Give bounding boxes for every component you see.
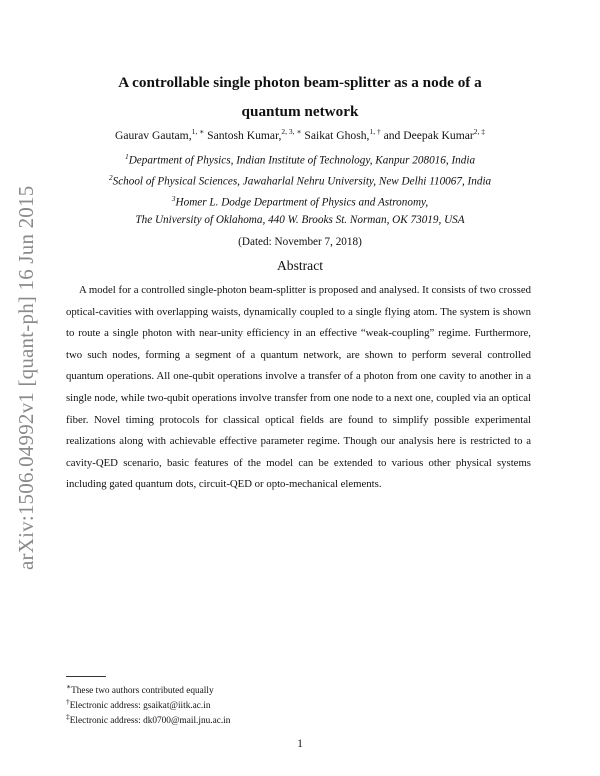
abstract-text: A model for a controlled single-photon beam-splitter is proposed and analysed. It consists of two crossed optical-cavities with overlapping waists, dynamically coupled to a single flying atom. The system is shown to route a single photon with near-unity efficiency in an effective “weak-coupling” regime. Furthermore, two such nodes, forming a segment of a quantum network, are shown to perform several controlled quantum operations. All one-qubit operations involve a transfer of a photon from one cavity to another in a single node, while two-qubit operations involve transfer from one node to a next one, coupled via an optical fiber. Novel timing protocols for classical optical fields are found to simplify possible experimental realizations along with achievable effective parameter regime. Though our analysis here is restricted to a cavity-QED scenario, basic features of the model can be extended to various other physical systems including gated quantum dots, circuit-QED or opto-mechanical elements. xyxy=(66,284,531,491)
title-line-2: quantum network xyxy=(241,103,359,120)
author-name: Saikat Ghosh, xyxy=(304,128,370,142)
author-marks: 1, † xyxy=(369,127,381,136)
footnote-text: These two authors contributed equally xyxy=(71,686,214,697)
affiliation-mark: 2 xyxy=(108,173,113,182)
author-marks: 2, 3, ∗ xyxy=(281,127,302,136)
author-name: Gaurav Gautam, xyxy=(114,128,192,142)
date-line: (Dated: November 7, 2018) xyxy=(238,236,362,248)
affiliation-text: School of Physical Sciences, Jawaharlal Nehru University, New Delhi 110067, India xyxy=(112,175,492,188)
footnote-mark: † xyxy=(66,697,70,706)
footnote-text: Electronic address: gsaikat@iitk.ac.in xyxy=(69,701,211,712)
author-list xyxy=(40,127,560,142)
footnote-equal-contribution xyxy=(66,682,214,696)
footnote-email-ghosh xyxy=(66,697,211,711)
title-line-1: A controllable single photon beam-splitter as a node of a xyxy=(118,74,482,91)
footnote-mark: ∗ xyxy=(66,682,72,691)
author-marks: 1, ∗ xyxy=(191,127,205,136)
affiliation-2 xyxy=(40,173,560,188)
affiliation-3 xyxy=(40,194,560,209)
affiliation-mark: 3 xyxy=(171,194,176,203)
affiliation-1 xyxy=(40,152,560,167)
footnote-text: Electronic address: dk0700@mail.jnu.ac.in xyxy=(69,716,231,727)
paper-title xyxy=(60,68,540,126)
affiliation-text: Homer L. Dodge Department of Physics and Astronomy, xyxy=(175,196,429,209)
affiliation-text: The University of Oklahoma, 440 W. Brooks St. Norman, OK 73019, USA xyxy=(135,214,465,226)
footnote-email-kumar xyxy=(66,712,230,726)
page-number: 1 xyxy=(297,738,303,750)
affiliation-text: Department of Physics, Indian Institute of Technology, Kanpur 208016, India xyxy=(128,154,476,167)
author-name: and Deepak Kumar xyxy=(383,128,474,142)
abstract-heading: Abstract xyxy=(276,258,324,273)
footnote-mark: ‡ xyxy=(66,712,70,721)
affiliation-3-continued xyxy=(40,214,560,226)
affiliation-mark: 1 xyxy=(124,152,129,161)
arxiv-identifier: arXiv:1506.04992v1 [quant-ph] 16 Jun 2015 xyxy=(14,185,38,570)
author-marks: 2, ‡ xyxy=(473,127,485,136)
footnote-divider xyxy=(66,676,106,677)
author-name: Santosh Kumar, xyxy=(207,128,282,142)
